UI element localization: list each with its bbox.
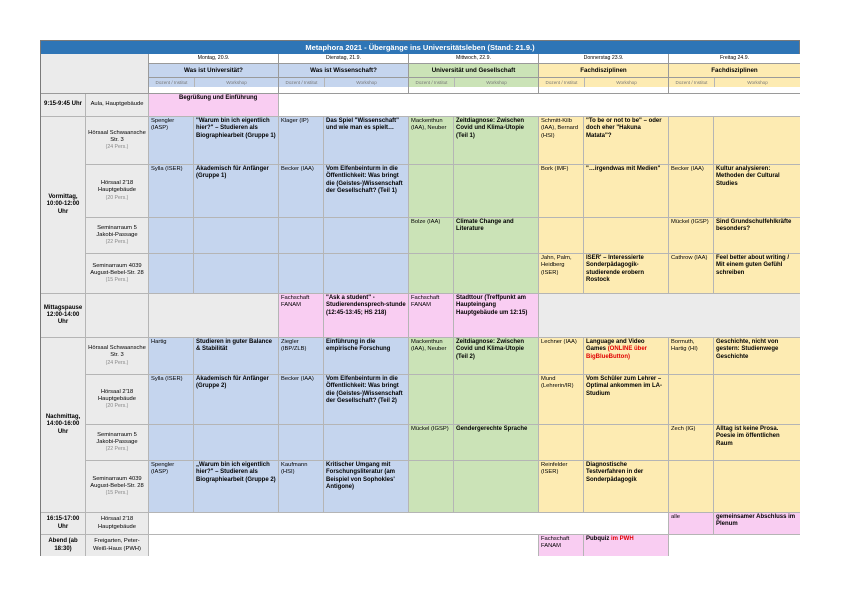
room-name: Seminarraum 4039 August-Bebel-Str. 28 [90,475,144,489]
dozent-cell: Mückel (IGSP) [409,425,454,461]
dozent-cell: Reinfelder (ISER) [539,461,584,513]
workshop-subheader: Workshop [747,80,768,85]
room-hoersaal-schwaansche [86,117,149,165]
empty-cell [194,218,279,254]
room-name: Hörsaal 2'18 Hauptgebäude [97,516,137,530]
dozent-cell: Mückel (IGSP) [669,218,714,254]
room-seminarraum-4039 [86,461,149,513]
time-lunch: Mittagspause 12:00-14:00 Uhr [41,294,86,338]
workshop-cell: "…irgendwas mit Medien" [584,165,669,218]
day-date: Mittwoch, 22.9. [409,54,538,64]
room-name: Hörsaal 2'18 Hauptgebäude [97,180,137,194]
empty-cell [584,425,669,461]
workshop-cell: ISER' – Interessierte Sonderpädagogik-studierende erobern Rostock [584,254,669,294]
workshop-cell: Kritischer Umgang mit Forschungsliteratur (am Beispiel von Sophokles' Antigone) [324,461,409,513]
empty-cell [149,294,279,338]
empty-cell [86,294,149,338]
empty-cell [409,461,454,513]
workshop-cell: Stadttour (Treffpunkt am Haupteingang Hauptgebäude um 12:15) [454,294,539,338]
dozent-cell: Ziegler (IBP/ZLB) [279,338,324,375]
empty-cell [454,461,539,513]
room-capacity: (20 Pers.) [105,403,129,410]
empty-cell [669,535,800,556]
room-name: Freigarten, Peter-Weiß-Haus (PWH) [93,538,141,552]
room-name: Hörsaal 2'18 Hauptgebäude [97,388,137,402]
workshop-cell [584,535,669,556]
dozent-cell: Becker (IAA) [279,375,324,425]
dozent-cell: Bork (IMF) [539,165,584,218]
workshop-cell: Vom Schüler zum Lehrer – Optimal ankommen im LA-Studium [584,375,669,425]
room-hoersaal-218 [86,375,149,425]
room-name: Hörsaal Schwaansche Str. 3 [88,345,146,359]
workshop-title: Language and Video Games [586,339,645,353]
workshop-subheader: Workshop [616,80,637,85]
empty-cell [714,375,800,425]
time-afternoon: Nachmittag, 14:00-16:00 Uhr [41,338,86,513]
empty-cell [714,461,800,513]
time-final: 16:15-17:00 Uhr [41,513,86,535]
empty-cell [194,254,279,294]
dozent-cell: Jahn, Palm, Heidberg (ISER) [539,254,584,294]
workshop-cell: "Warum bin ich eigentlich hier?" – Studieren als Biographiearbeit (Gruppe 1) [194,117,279,165]
room-hoersaal-schwaansche [86,338,149,375]
workshop-cell: Akademisch für Anfänger (Gruppe 2) [194,375,279,425]
workshop-subheader: Workshop [486,80,507,85]
workshop-cell: Akademisch für Anfänger (Gruppe 1) [194,165,279,218]
workshop-cell: „Warum bin ich eigentlich hier?" – Studieren als Biographiearbeit (Gruppe 2) [194,461,279,513]
room-capacity: (22 Pers.) [105,446,129,453]
time-evening: Abend (ab 18:30) [41,535,86,556]
day-header-friday [669,54,800,94]
workshop-subheader: Workshop [226,80,247,85]
day-header-thursday [539,54,669,94]
day-header-monday [149,54,279,94]
day-header-tuesday [279,54,409,94]
dozent-cell: Schmitt-Kilb (IAA), Bernard (HSI) [539,117,584,165]
workshop-cell: Sind Grundschulfehlkräfte besonders? [714,218,800,254]
workshop-cell: gemeinsamer Abschluss im Plenum [714,513,800,535]
day-date: Montag, 20.9. [149,54,278,64]
workshop-cell: Climate Change and Literature [454,218,539,254]
day-header-wednesday [409,54,539,94]
empty-cell [539,294,800,338]
dozent-cell: Spengler (IASP) [149,117,194,165]
empty-cell [324,425,409,461]
dozent-subheader: Dozent / Institut [539,78,585,87]
dozent-cell: Bormuth, Hartig (HI) [669,338,714,375]
workshop-cell: Vom Elfenbeinturm in die Öffentlichkeit: Was bringt die (Geistes-)Wissenschaft der Gesellschaft? (Teil 2) [324,375,409,425]
dozent-cell: Mund (Lehrerin/IR) [539,375,584,425]
schedule-sheet [40,40,800,556]
empty-cell [149,254,194,294]
workshop-cell: Diagnostische Testverfahren in der Sonderpädagogik [584,461,669,513]
workshop-cell: Studieren in guter Balance & Stabilität [194,338,279,375]
room-capacity: (15 Pers.) [105,277,129,284]
dozent-cell: Spengler (IASP) [149,461,194,513]
room-name: Seminarraum 4039 August-Bebel-Str. 28 [90,262,144,276]
room-seminarraum-5 [86,425,149,461]
empty-cell [669,117,714,165]
room-name: Seminarraum 5 Jakobi-Passage [96,431,138,445]
empty-cell [409,254,454,294]
dozent-cell: Fachschaft FANAM [539,535,584,556]
room-evening [86,535,149,556]
day-topic: Was ist Wissenschaft? [279,64,408,78]
empty-cell [584,218,669,254]
day-topic: Universität und Gesellschaft [409,64,538,78]
empty-cell [279,254,324,294]
dozent-cell: Klager (IP) [279,117,324,165]
workshop-cell [584,338,669,375]
workshop-cell: Feel better about writing / Mit einem guten Gefühl schreiben [714,254,800,294]
workshop-cell: Einführung in die empirische Forschung [324,338,409,375]
empty-cell [149,535,539,556]
empty-cell [669,461,714,513]
empty-cell [454,375,539,425]
dozent-cell: Zech (IG) [669,425,714,461]
dozent-cell: Sylla (ISER) [149,165,194,218]
dozent-cell: Fachschaft FANAM [409,294,454,338]
workshop-cell: Das Spiel "Wissenschaft" und wie man es spielt… [324,117,409,165]
dozent-cell: Fachschaft FANAM [279,294,324,338]
room-seminarraum-5 [86,218,149,254]
empty-cell [539,425,584,461]
empty-cell [149,513,669,535]
header-corner [41,54,149,94]
dozent-cell: Becker (IAA) [279,165,324,218]
empty-cell [409,165,454,218]
empty-cell [714,117,800,165]
day-topic: Fachdisziplinen [669,64,800,78]
workshop-cell: Gendergerechte Sprache [454,425,539,461]
dozent-cell: Mackenthun (IAA), Neuber [409,117,454,165]
dozent-cell: Sylla (ISER) [149,375,194,425]
room-capacity: (20 Pers.) [105,194,129,201]
empty-cell [539,218,584,254]
day-topic: Fachdisziplinen [539,64,668,78]
dozent-cell: Becker (IAA) [669,165,714,218]
workshop-cell: Zeitdiagnose: Zwischen Covid und Klima-Utopie (Teil 1) [454,117,539,165]
dozent-cell: Cathrow (IAA) [669,254,714,294]
empty-cell [149,425,194,461]
room-capacity: (22 Pers.) [105,239,129,246]
workshop-title: Pubquiz [586,536,610,542]
day-topic: Was ist Universität? [149,64,278,78]
day-date: Donnerstag 23.9. [539,54,668,64]
opening-event: Begrüßung und Einführung [149,94,279,117]
empty-cell [279,425,324,461]
room-final [86,513,149,535]
room-hoersaal-218 [86,165,149,218]
workshop-cell: Kultur analysieren: Methoden der Cultural Studies [714,165,800,218]
time-morning: Vormittag, 10:00-12:00 Uhr [41,117,86,294]
workshop-cell: Vom Elfenbeinturm in die Öffentlichkeit: Was bringt die (Geistes-)Wissenschaft der Gesellschaft? (Teil 1) [324,165,409,218]
workshop-cell: Alltag ist keine Prosa. Poesie im öffentlichen Raum [714,425,800,461]
empty-cell [454,165,539,218]
empty-cell [409,375,454,425]
dozent-subheader: Dozent / Institut [409,78,455,87]
empty-cell [324,218,409,254]
dozent-subheader: Dozent / Institut [669,78,715,87]
empty-cell [194,425,279,461]
empty-cell [279,218,324,254]
dozent-cell: Kaufmann (HSI) [279,461,324,513]
schedule-title: Metaphora 2021 - Übergänge ins Universitätsleben (Stand: 21.9.) [41,41,799,54]
workshop-cell: Zeitdiagnose: Zwischen Covid und Klima-Utopie (Teil 2) [454,338,539,375]
room-name: Aula, Hauptgebäude [90,101,144,108]
workshop-cell: "To be or not to be" – oder doch eher "Hakuna Matata"? [584,117,669,165]
day-date: Freitag 24.9. [669,54,800,64]
dozent-cell: Lechner (IAA) [539,338,584,375]
room-name: Hörsaal Schwaansche Str. 3 [88,129,146,143]
room-capacity: (15 Pers.) [105,490,129,497]
empty-cell [149,218,194,254]
dozent-cell: Hartig [149,338,194,375]
room-capacity: (24 Pers.) [105,144,129,151]
workshop-subheader: Workshop [356,80,377,85]
empty-cell [454,254,539,294]
online-note: (ONLINE über BigBlueButton) [586,346,648,360]
workshop-cell: "Ask a student" - Studierendensprech-stunde (12:45-13:45; HS 218) [324,294,409,338]
dozent-cell: alle [669,513,714,535]
room-name: Seminarraum 5 Jakobi-Passage [96,224,138,238]
dozent-cell: Bolze (IAA) [409,218,454,254]
room-seminarraum-4039 [86,254,149,294]
day-date: Dienstag, 21.9. [279,54,408,64]
empty-cell [669,375,714,425]
dozent-subheader: Dozent / Institut [279,78,325,87]
room-capacity: (24 Pers.) [105,359,129,366]
room-aula [86,94,149,117]
dozent-cell: Mackenthun (IAA), Neuber [409,338,454,375]
workshop-cell: Geschichte, nicht von gestern: Studienwege Geschichte [714,338,800,375]
location-note: im PWH [611,536,634,542]
time-opening: 9:15-9:45 Uhr [41,94,86,117]
empty-cell [279,94,800,117]
dozent-subheader: Dozent / Institut [149,78,195,87]
empty-cell [324,254,409,294]
